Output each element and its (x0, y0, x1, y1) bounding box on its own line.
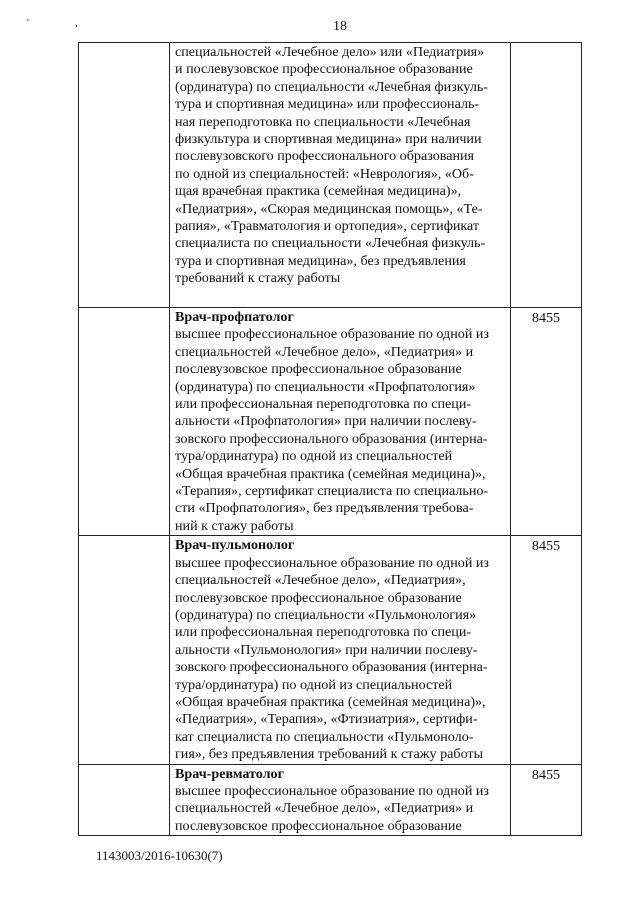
requirement-line: тура/ординатура) по одной из специальностей (175, 676, 453, 693)
requirement-line: «Терапия», сертификат специалиста по специально- (175, 483, 489, 500)
salary-code: 8455 (531, 538, 561, 555)
requirement-line: зовского профессионального образования (интерна- (175, 430, 488, 447)
requirement-line: гия», без предъявления требований к стажу работы (175, 746, 484, 763)
requirement-line: специальностей «Лечебное дело», «Педиатрия» и (175, 343, 474, 360)
requirement-line: тура/ординатура) по одной из специальностей (175, 448, 453, 465)
requirement-line: специальностей «Лечебное дело», «Педиатрия», (175, 572, 466, 589)
requirement-line: «Общая врачебная практика (семейная медицина)», (175, 693, 486, 710)
scan-marks: ' , (27, 18, 100, 29)
qualification-cell (170, 536, 511, 764)
table-row (79, 43, 582, 308)
requirement-line: щая врачебная практика (семейная медицина)», (175, 183, 462, 200)
code-cell (511, 43, 582, 308)
position-title: Врач-профпатолог (175, 309, 294, 325)
requirement-line: сти «Профпатология», без предъявления требова- (175, 500, 474, 517)
requirement-line: требований к стажу работы (175, 270, 341, 287)
qualification-cell (170, 764, 511, 836)
code-cell (511, 308, 582, 536)
qualification-cell (170, 43, 511, 308)
requirement-line: специальностей «Лечебное дело» или «Педиатрия» (175, 44, 485, 60)
requirement-line: или профессиональная переподготовка по специ- (175, 396, 472, 413)
table-row (79, 308, 582, 536)
empty-cell (79, 308, 170, 536)
requirement-line: зовского профессионального образования (интерна- (175, 659, 488, 676)
requirement-line: специалиста по специальности «Лечебная физкуль- (175, 235, 486, 252)
code-cell (511, 764, 582, 836)
qualification-table (78, 42, 582, 836)
requirement-line: ний к стажу работы (175, 517, 294, 534)
requirement-line: (ординатура) по специальности «Лечебная физкуль- (175, 78, 489, 95)
requirement-line: (ординатура) по специальности «Профпатология» (175, 378, 476, 395)
empty-cell (79, 764, 170, 836)
requirement-line: специальностей «Лечебное дело», «Педиатрия» и (175, 800, 474, 817)
salary-code: 8455 (531, 766, 561, 783)
code-cell (511, 536, 582, 764)
requirement-line: послевузовское профессиональное образование (175, 361, 462, 378)
empty-cell (79, 43, 170, 308)
requirement-line: высшее профессиональное образование по одной из (175, 326, 489, 343)
position-title: Врач-пульмонолог (175, 537, 295, 554)
requirement-line: послевузовского профессионального образования (175, 148, 475, 165)
document-footer-code: 1143003/2016-10630(7) (96, 848, 223, 863)
table-row (79, 764, 582, 836)
requirement-line: альности «Пульмонология» при наличии послеву- (175, 641, 478, 658)
requirement-line: ная переподготовка по специальности «Лечебная (175, 113, 471, 130)
requirement-line: высшее профессиональное образование по одной из (175, 554, 489, 571)
page-number: 18 (333, 19, 347, 34)
requirement-line: рапия», «Травматология и ортопедия», сертификат (175, 218, 480, 235)
requirement-line: тура и спортивная медицина» или профессиональ- (175, 96, 480, 113)
requirement-line: и послевузовское профессиональное образование (175, 61, 473, 78)
salary-code (511, 43, 581, 45)
table-row (79, 536, 582, 764)
requirement-line: «Педиатрия», «Скорая медицинская помощь», «Те- (175, 200, 483, 217)
table-body (79, 43, 582, 836)
requirement-line: «Общая врачебная практика (семейная медицина)», (175, 465, 486, 482)
requirement-line: по одной из специальностей: «Неврология», «Об- (175, 165, 474, 182)
requirement-line: послевузовское профессиональное образование (175, 817, 462, 834)
salary-code: 8455 (531, 310, 561, 326)
requirement-line: альности «Профпатология» при наличии послеву- (175, 413, 477, 430)
requirement-line: послевузовское профессиональное образование (175, 589, 462, 606)
position-title: Врач-ревматолог (175, 765, 284, 782)
qualification-cell (170, 308, 511, 536)
requirement-line: тура и спортивная медицина», без предъявления (175, 252, 466, 269)
requirement-line: (ординатура) по специальности «Пульмонология» (175, 606, 477, 623)
requirement-line: высшее профессиональное образование по одной из (175, 782, 489, 799)
requirement-line: физкультура и спортивная медицина» при наличии (175, 131, 482, 148)
requirement-line: или профессиональная переподготовка по специ- (175, 624, 472, 641)
requirement-line: «Педиатрия», «Терапия», «Фтизиатрия», сертифи- (175, 711, 478, 728)
empty-cell (79, 536, 170, 764)
requirement-line: кат специалиста по специальности «Пульмоноло- (175, 728, 474, 745)
